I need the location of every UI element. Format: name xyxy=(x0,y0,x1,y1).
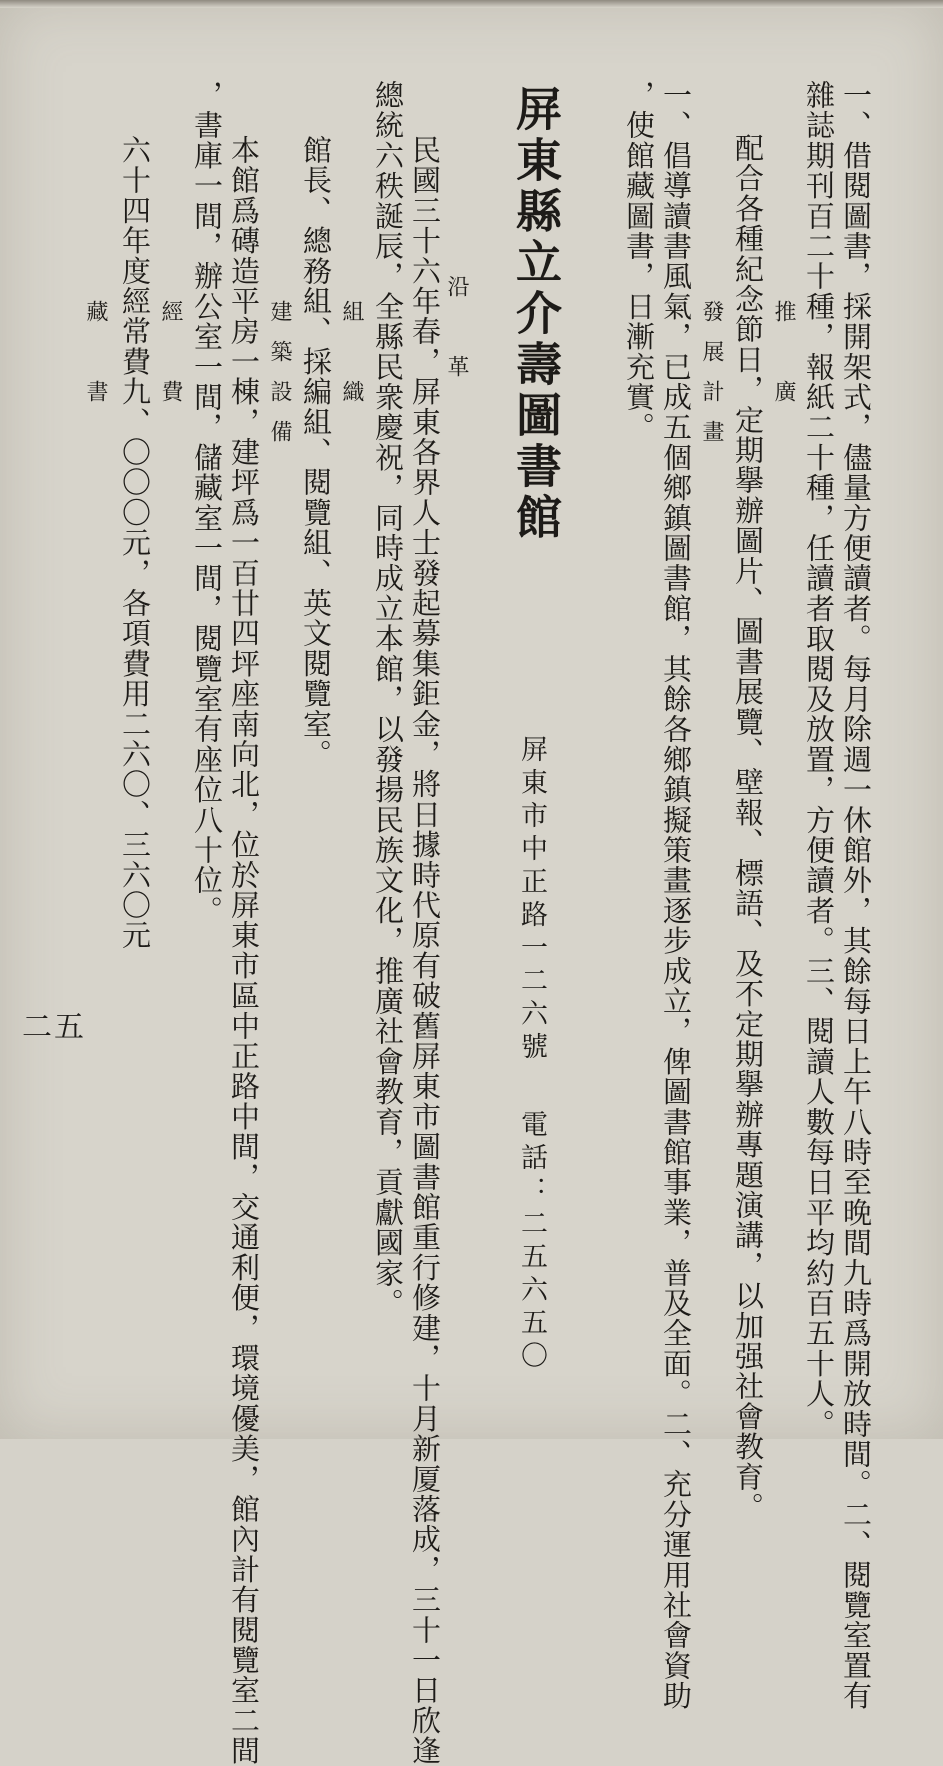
heading-organization: 組 織 xyxy=(339,300,364,420)
text-column-funding: 六十四年度經常費九、〇〇〇元，各項費用二六〇、三六〇元 xyxy=(118,135,152,951)
text-column-development-cont: ，使館藏圖書，日漸充實。 xyxy=(622,80,656,443)
heading-building: 建築設備 xyxy=(267,300,292,460)
heading-funding: 經 費 xyxy=(158,300,183,420)
heading-development-plan: 發展計畫 xyxy=(699,300,724,460)
library-phone: 電話：二五六五〇 xyxy=(516,1110,547,1374)
heading-promotion: 推 廣 xyxy=(771,300,796,420)
heading-collection: 藏 書 xyxy=(83,300,108,420)
library-title: 屏東縣立介壽圖書館 xyxy=(509,85,563,544)
text-column-history-cont: 總統六秩誕辰，全縣民衆慶祝，同時成立本館，以發揚民族文化，推廣社會教育，貢獻國家。 xyxy=(371,80,405,1319)
text-column-development: 一、倡導讀書風氣，已成五個鄉鎮圖書館，其餘各鄉鎮擬策畫逐步成立，俾圖書館事業，普及全面。二、充分運用社會資助 xyxy=(659,80,693,1711)
text-column-history: 民國三十六年春，屏東各界人士發起募集鉅金，將日據時代原有破舊屏東市圖書館重行修建，十月新厦落成，三十一日欣逢 xyxy=(408,135,442,1766)
heading-history: 沿 革 xyxy=(444,275,469,395)
text-column-periodicals: 雜誌期刊百二十種，報紙二十種，任讀者取閱及放置，方便讀者。三、閱讀人數每日平均約百五十人。 xyxy=(802,80,836,1439)
text-column-borrowing: 一、借閱圖書，採開架式，儘量方便讀者。每月除週一休館外，其餘每日上午八時至晚間九時爲開放時間。二、閱覽室置有 xyxy=(839,80,873,1711)
page-top-edge xyxy=(0,0,943,8)
text-column-promotion: 配合各種紀念節日，定期擧辦圖片、圖書展覽、壁報、標語、及不定期擧辦專題演講，以加强社會教育。 xyxy=(731,133,765,1523)
library-address: 屏東市中正路一二六號 xyxy=(516,735,547,1065)
text-column-building-cont: ，書庫一間，辦公室一間，儲藏室一間，閱覽室有座位八十位。 xyxy=(190,80,224,926)
text-column-organization: 館長、總務組、採編組、閱覽組、英文閱覽室。 xyxy=(299,135,333,770)
text-column-building: 本館爲磚造平房一棟，建坪爲一百廿四坪座南向北，位於屏東市區中正路中間，交通利便，環境優美，館內計有閱覽室二間 xyxy=(227,135,261,1766)
page-number: 二五 xyxy=(22,1010,86,1045)
